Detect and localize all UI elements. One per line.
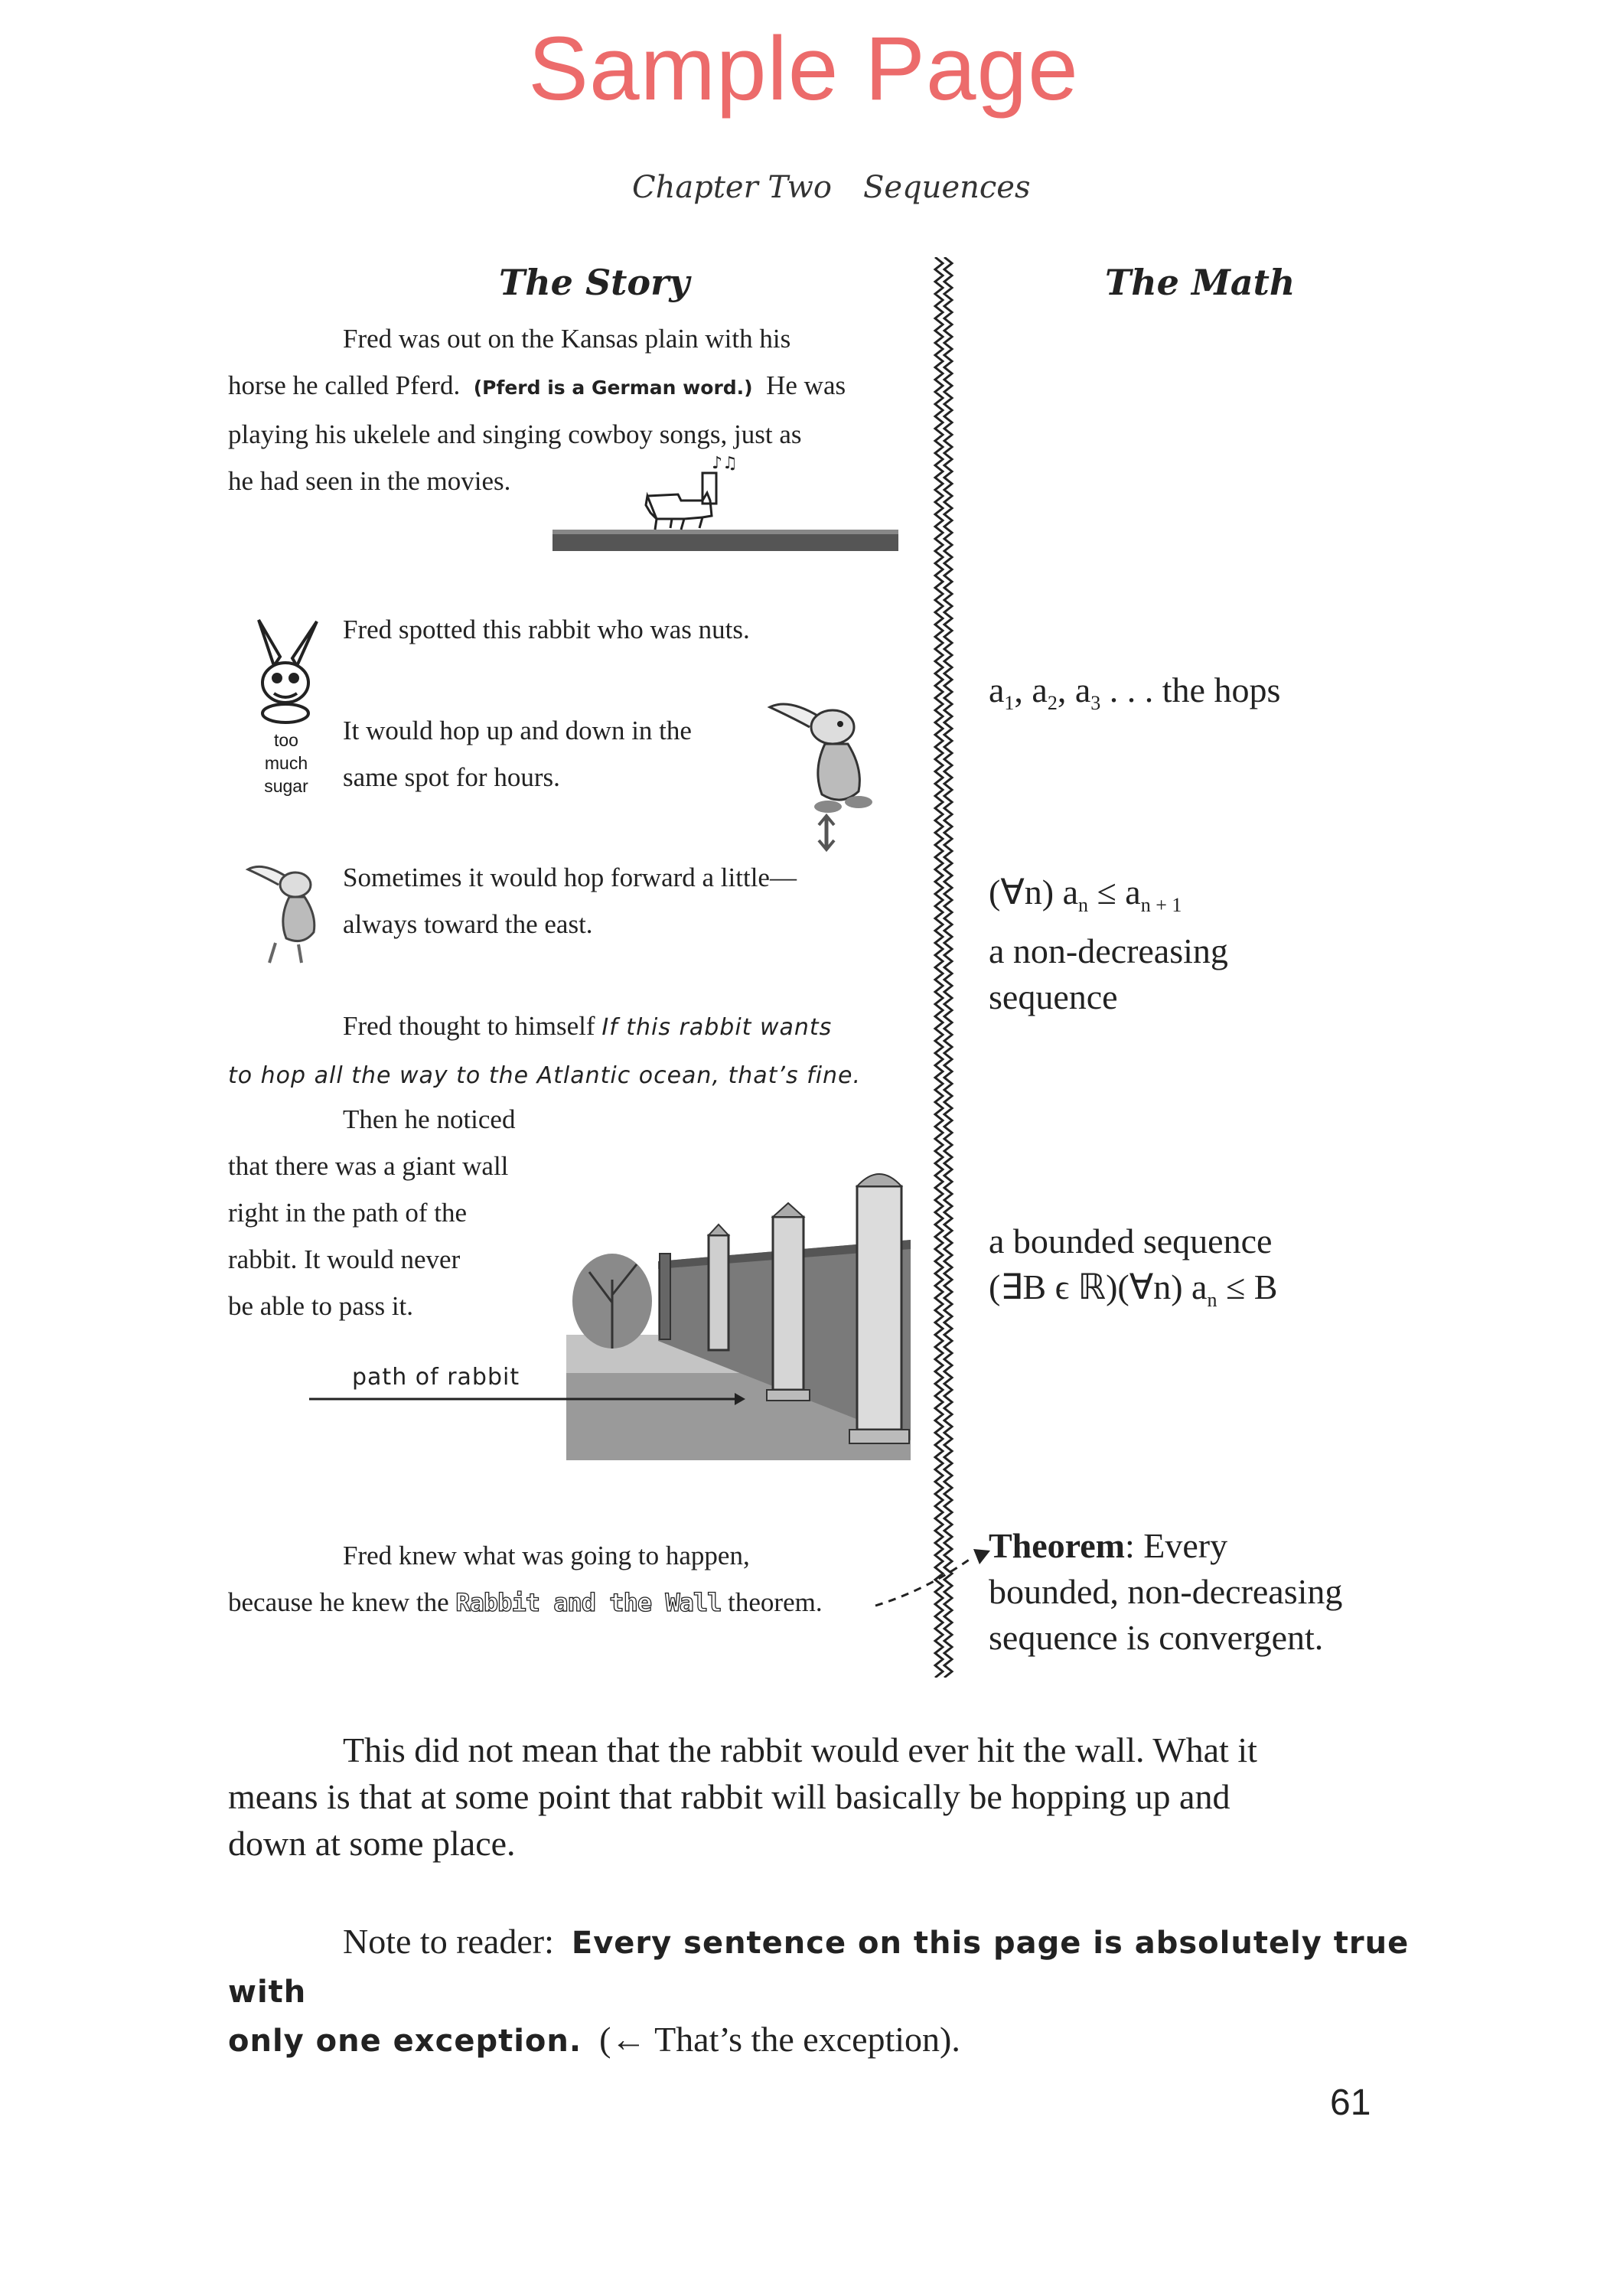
story-paragraph-2: Fred spotted this rabbit who was nuts.	[343, 615, 750, 644]
story-paragraph-6: Then he noticed that there was a giant wall right in the path of the rabbit. It would never be able to pass it.	[228, 1104, 516, 1321]
math-bounded: a bounded sequence (∃B ϵ ℝ)(∀n) $a_n \le B$	[989, 1221, 1278, 1311]
pferd-note: (Pferd is a German word.)	[473, 377, 753, 399]
horse-ground-illustration	[549, 442, 901, 557]
math-column-title: The Math	[1105, 262, 1296, 303]
story-paragraph-7: Fred knew what was going to happen, because he knew the Rabbit and the Wall theorem.	[228, 1541, 823, 1617]
fred-thought-1: If this rabbit wants	[601, 1014, 833, 1041]
hopping-forward-rabbit-icon	[245, 856, 329, 967]
math-hops: $a_1$, $a_2$, $a_3$ . . . the hops	[989, 670, 1281, 714]
path-of-rabbit-arrow	[309, 1388, 745, 1411]
hopping-rabbit-up-down-illustration	[765, 693, 888, 854]
svg-text:♪♫: ♪♫	[712, 454, 738, 473]
path-of-rabbit-label: path of rabbit	[352, 1364, 520, 1391]
chapter-label: Chapter Two	[632, 170, 832, 205]
story-p1-line4: he had seen in the movies.	[228, 466, 511, 496]
crazy-rabbit-icon	[243, 612, 329, 727]
theorem-label: Theorem	[989, 1526, 1126, 1565]
story-p1-line1: Fred was out on the Kansas plain with his	[343, 324, 791, 354]
fred-thought-2: to hop all the way to the Atlantic ocean, that’s fine.	[228, 1062, 862, 1089]
story-p1-line2: horse he called Pferd. (Pferd is a German word.) He was	[228, 370, 846, 400]
zigzag-divider	[926, 257, 964, 1678]
page-number: 61	[1330, 2082, 1371, 2123]
story-column-title: The Story	[499, 262, 690, 303]
rabbit-and-wall-theorem-name: Rabbit and the Wall	[455, 1588, 722, 1617]
too-much-sugar-caption: too much sugar	[264, 730, 308, 796]
math-non-decreasing: (∀n) $a_n \le a_{n + 1}$ a non-decreasing sequence	[989, 872, 1228, 1016]
story-paragraph-5: Fred thought to himself If this rabbit wants to hop all the way to the Atlantic ocean, that’s fine.	[228, 1011, 862, 1089]
story-paragraph-4: Sometimes it would hop forward a little— always toward the east.	[343, 863, 797, 939]
sample-page-watermark: Sample Page	[528, 18, 1079, 119]
dashed-arrow-to-theorem	[872, 1537, 995, 1613]
story-paragraph-3: It would hop up and down in the same spot for hours.	[343, 716, 692, 792]
section-label: Sequences	[863, 170, 1031, 205]
bottom-paragraph: This did not mean that the rabbit would ever hit the wall. What it means is that at some point that rabbit will basically be hopping up and down at some place.	[228, 1730, 1257, 1863]
math-theorem: Theorem: Every bounded, non-decreasing sequence is convergent.	[989, 1526, 1343, 1657]
note-to-reader: Note to reader: Every sentence on this page is absolutely true with only one exception. (← That’s the exception).	[228, 1922, 1410, 2059]
story-p1-line3: playing his ukelele and singing cowboy songs, just as	[228, 419, 802, 449]
